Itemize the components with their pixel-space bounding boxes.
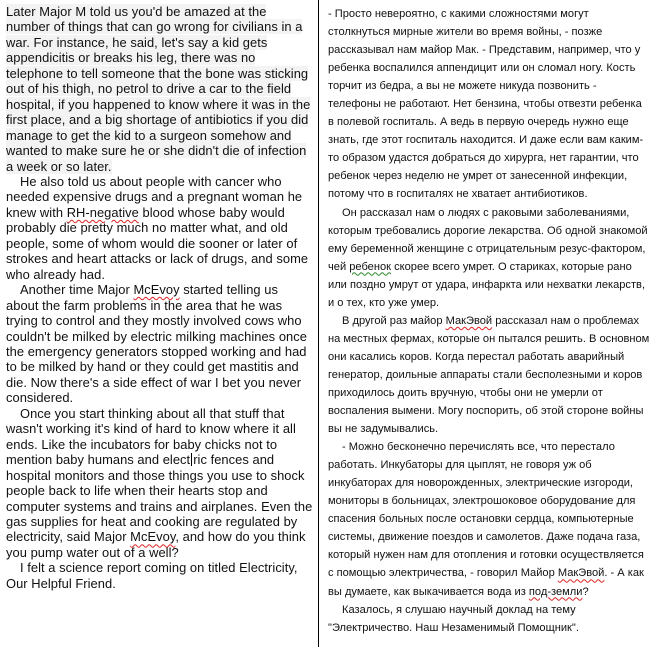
russian-paragraph-3-text-b: рассказал нам о проблемах на местных фермах, которые он пытался решить. В основном они касались коров. Когда перестал работать аварийный генератор, доильные аппараты стали бесполезными и коров приходилось доить вручную, чтобы они не умерли от воспаления вымени. Могу поспорить, об этой стороне войны вы не задумывались.: [328, 314, 650, 436]
spelling-flag-pod-zemli[interactable]: под-земли: [528, 585, 583, 598]
english-paragraph-4-text-a: Once you start thinking about all that stuff that wasn't working it's kind of hard to know where it all ends. Like the incubators for baby chicks not to mention baby humans and elect: [6, 405, 296, 468]
russian-paragraph-1: [328, 5, 650, 204]
english-paragraph-2-text-b: blood whose baby would probably die pretty much no matter what, and old people, some of whom would die sooner or later of strokes and heart attacks or lack of drugs, and some who already had.: [6, 204, 309, 282]
russian-paragraph-2: [328, 204, 650, 312]
russian-paragraph-4-text-b: . - А как вы думаете, как выкачивается вода из: [328, 567, 644, 598]
grammar-flag-rebenok[interactable]: ребенок: [349, 260, 391, 273]
english-paragraph-2-text-a: He also told us about people with cancer who needed expensive drugs and a pregnant woman he knew with: [6, 173, 303, 220]
russian-paragraph-4-text-a: - Можно бесконечно перечислять все, что перестало работать. Инкубаторы для цыплят, не говоря уж об инкубаторах для новорожденных, электрические изгороди, мониторы в больницах, электрошоковое оборудование для спасения больных после остановки сердца, компьютерные системы, движение поездов и самолетов. Даже подача газа, который нужен нам для отопления и готовки осуществляется с помощью электричества, - говорил Майор: [328, 441, 644, 580]
spelling-flag-makevoy[interactable]: МакЭвой: [445, 314, 493, 327]
russian-paragraph-4: [328, 438, 650, 600]
column-divider: [318, 0, 319, 647]
english-text-column: [0, 0, 316, 647]
russian-text-column: [322, 0, 652, 647]
russian-paragraph-3-text-a: В другой раз майор: [342, 314, 446, 327]
english-paragraph-1-text: Later Major M told us you'd be amazed at the number of things that can go wrong for civilians in a war. For instance, he said, let's say a kid gets appendicitis or breaks his leg, there was no telephone to tell someone that the bone was sticking out of his thigh, no petrol to drive a car to the field hospital, if you happened to know where it was in the first place, and a big shortage of antibiotics if you did manage to get the kid to a surgeon somehow and wanted to make sure he or she didn't die of infection a week or so later.: [6, 4, 311, 174]
spelling-flag-mcevoy[interactable]: McEvoy: [133, 282, 180, 298]
spelling-flag-mcevoy-2[interactable]: McEvoy: [130, 529, 176, 545]
russian-paragraph-3: [328, 312, 650, 438]
english-paragraph-4-text-c: , and how do you think you pump water out of a well?: [6, 529, 306, 560]
english-paragraph-4: [6, 406, 313, 561]
russian-paragraph-5: [328, 601, 650, 637]
english-paragraph-2: [6, 174, 313, 282]
english-paragraph-5: [6, 560, 313, 591]
russian-paragraph-2-text-a: Он рассказал нам о людях с раковыми заболеваниями, которым требовались дорогие лекарства. Об одной знакомой ему беременной женщине с отрицательным резус-фактором, чей: [328, 206, 648, 273]
russian-paragraph-4-text-c: ?: [582, 585, 589, 598]
spelling-flag-rh-negative[interactable]: RH-negative: [66, 204, 139, 220]
english-paragraph-3: [6, 282, 313, 406]
english-paragraph-4-text-b: ric fences and hospital monitors and those things you use to shock people back to life when their hearts stop and computer systems and trains and airplanes. Even the gas supplies for heat and cooking are regulated by electricity, said Major: [6, 452, 313, 545]
russian-paragraph-1-text: - Просто невероятно, с какими сложностями могут столкнуться мирные жители во время войны, - позже рассказывал нам майор Мак. - Представим, например, что у ребенка воспалился аппендицит или он сломал ногу. Кость торчит из бедра, а вы не можете никуда позвонить - телефоны не работают. Нет бензина, чтобы отвезти ребенка в полевой госпиталь. А ведь в первую очередь нужно еще знать, где этот госпиталь находится. И даже если вам каким-то образом удастся добраться до хирурга, нет гарантии, что ребенок через неделю не умрет от занесенной инфекции, потому что в госпиталях не хватает антибиотиков.: [328, 8, 644, 201]
russian-paragraph-2-text-b: скорее всего умрет. О стариках, которые рано или поздно умрут от удара, инфаркта или нехватки лекарств, и о тех, кто уже умер.: [328, 260, 646, 309]
english-paragraph-1: [6, 4, 313, 174]
english-paragraph-5-text: I felt a science report coming on titled Electricity, Our Helpful Friend.: [6, 560, 298, 591]
english-paragraph-3-text-b: started telling us about the farm problems in the area that he was trying to control and they mostly involved cows who couldn't be milked by electric milking machines once the emergency generators stopped working and had to be milked by hand or they could get mastitis and die. Now there's a side effect of war I bet you never considered.: [6, 282, 307, 406]
english-paragraph-3-text-a: Another time Major: [20, 282, 134, 298]
russian-paragraph-5-text: Казалось, я слушаю научный доклад на тему "Электричество. Наш Незаменимый Помощник".: [328, 603, 579, 634]
spelling-flag-makevoy-2[interactable]: МакЭвой: [557, 567, 605, 580]
